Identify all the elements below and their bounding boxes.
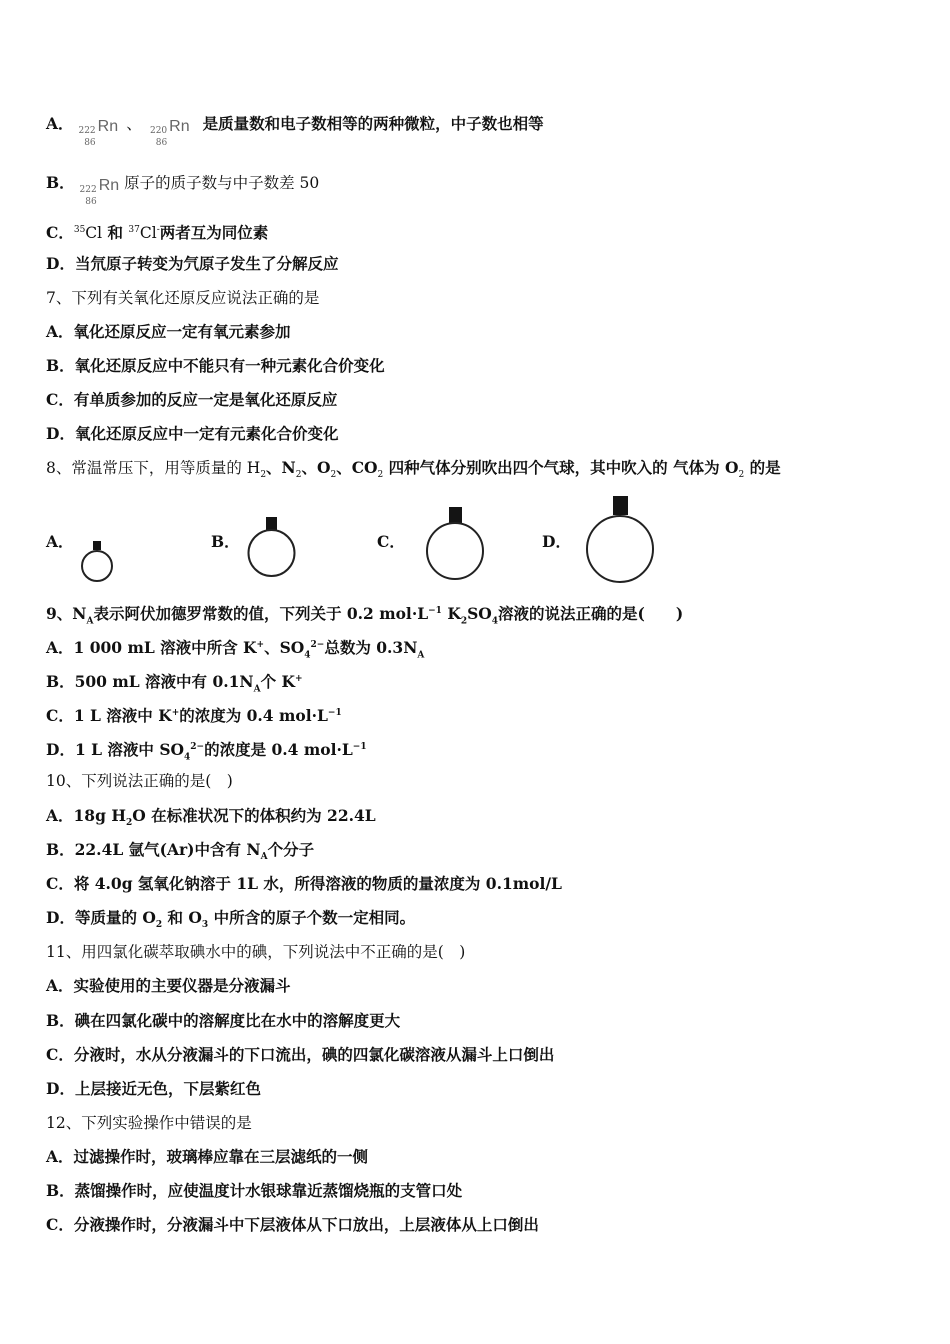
q10-option-b xyxy=(46,840,314,867)
balloon-body xyxy=(587,516,653,582)
q9-option-b xyxy=(46,669,302,699)
superscript: 2− xyxy=(310,640,325,650)
superscript: −1 xyxy=(352,742,367,752)
text: 总数为 0.3N xyxy=(324,638,418,658)
isotope-number: 86 xyxy=(84,138,96,148)
mass-number: 37 xyxy=(128,225,140,235)
q8-option-b-label: B． xyxy=(211,532,240,551)
superscript: −1 xyxy=(327,708,342,718)
isotope-number: 86 xyxy=(85,197,97,207)
isotope-symbol: Rn xyxy=(169,118,190,135)
text: B．500 mL 溶液中有 0.1N xyxy=(46,672,254,692)
text: 个分子 xyxy=(267,840,315,859)
subscript: A xyxy=(417,650,425,661)
charge: - xyxy=(156,225,160,235)
text: 溶液的说法正确的是( ) xyxy=(498,604,684,624)
radon-222-isotope xyxy=(78,118,119,149)
text: B．22.4L 氩气(Ar)中含有 N xyxy=(46,840,261,859)
text: 、SO xyxy=(264,638,305,658)
q8-stem xyxy=(46,458,781,485)
q7-option-c: C．有单质参加的反应一定是氧化还原反应 xyxy=(46,390,338,409)
text: SO xyxy=(467,604,492,624)
superscript: + xyxy=(171,708,180,718)
element-symbol: Cl xyxy=(139,224,157,243)
text: A．1 000 mL 溶液中所含 K xyxy=(46,638,257,658)
text: 的是 xyxy=(744,458,781,477)
subscript: 2 xyxy=(738,470,745,481)
subscript: A xyxy=(260,852,268,863)
text: 中所含的原子个数一定相同。 xyxy=(208,908,416,927)
q10-option-c: C．将 4.0g 氢氧化钠溶于 1L 水，所得溶液的物质的量浓度为 0.1mol/L xyxy=(46,874,562,893)
separator: 、 xyxy=(126,115,142,133)
subscript: 3 xyxy=(201,920,209,931)
q6-b-label: B． xyxy=(46,173,75,192)
q7-option-d: D．氧化还原反应中一定有元素化合价变化 xyxy=(46,424,339,443)
q11-stem: 11、用四氯化碳萃取碘水中的碘，下列说法中不正确的是( ) xyxy=(46,943,466,961)
balloon-largest xyxy=(584,495,658,587)
q11-option-a: A．实验使用的主要仪器是分液漏斗 xyxy=(46,976,291,995)
balloon-small xyxy=(80,540,116,586)
q12-option-a: A．过滤操作时，玻璃棒应靠在三层滤纸的一侧 xyxy=(46,1147,369,1166)
element-symbol: Cl xyxy=(85,224,103,243)
text: 四种气体分别吹出四个气球，其中吹入的 气体为 O xyxy=(383,458,739,477)
subscript: 2 xyxy=(260,470,267,481)
text: 和 O xyxy=(162,908,202,927)
text: O 在标准状况下的体积约为 22.4L xyxy=(132,806,376,825)
q11-option-d: D．上层接近无色，下层紫红色 xyxy=(46,1079,261,1098)
text: 、O xyxy=(301,458,331,477)
q7-option-a: A．氧化还原反应一定有氧元素参加 xyxy=(46,322,291,341)
q6-option-d: D．当氘原子转变为氕原子发生了分解反应 xyxy=(46,254,339,273)
q10-option-a xyxy=(46,806,376,833)
isotope-symbol: Rn xyxy=(98,177,120,194)
q6-option-a xyxy=(46,114,544,149)
q7-stem: 7、下列有关氧化还原反应说法正确的是 xyxy=(46,289,320,307)
subscript: 2 xyxy=(125,818,133,829)
q6-c-label: C． xyxy=(46,223,74,243)
q10-option-d xyxy=(46,908,415,935)
radon-222-isotope xyxy=(79,177,120,208)
q12-option-b: B．蒸馏操作时，应使温度计水银球靠近蒸馏烧瓶的支管口处 xyxy=(46,1181,463,1200)
isotope-mass: 222 xyxy=(79,185,97,195)
balloon-body xyxy=(249,530,295,576)
q6-a-label: A． xyxy=(46,114,74,133)
subscript: 2 xyxy=(330,470,337,481)
text: 表示阿伏加德罗常数的值，下列关于 0.2 mol·L xyxy=(93,604,429,624)
subscript: 2 xyxy=(295,470,302,481)
mass-number: 35 xyxy=(73,225,86,235)
superscript: 2− xyxy=(190,742,205,752)
superscript: + xyxy=(294,674,303,684)
conjunction: 和 xyxy=(102,223,129,243)
q6-option-c xyxy=(46,220,268,243)
q6-b-text: 原子的质子数与中子数差 50 xyxy=(124,174,320,192)
balloon-knot xyxy=(266,517,277,530)
text: A．18g H xyxy=(46,806,126,825)
subscript: 2 xyxy=(155,920,163,931)
isotope-symbol: Rn xyxy=(97,118,119,135)
text: 的浓度为 0.4 mol·L xyxy=(179,706,328,726)
text: D．等质量的 O xyxy=(46,908,156,927)
q8-option-d-label: D． xyxy=(542,532,571,551)
balloon-knot xyxy=(449,507,462,523)
balloon-body xyxy=(82,551,112,581)
isotope-number: 86 xyxy=(155,138,168,148)
text: D．1 L 溶液中 SO xyxy=(46,740,185,760)
subscript: 4 xyxy=(184,752,191,763)
q11-option-c: C．分液时，水从分液漏斗的下口流出，碘的四氯化碳溶液从漏斗上口倒出 xyxy=(46,1045,555,1064)
superscript: + xyxy=(256,640,265,650)
text: 的浓度是 0.4 mol·L xyxy=(204,740,353,760)
text: 8、常温常压下，用等质量的 H xyxy=(46,459,261,477)
subscript: 4 xyxy=(491,616,499,627)
balloon-knot xyxy=(613,496,628,515)
q7-option-b: B．氧化还原反应中不能只有一种元素化合价变化 xyxy=(46,356,385,375)
q12-stem: 12、下列实验操作中错误的是 xyxy=(46,1114,252,1132)
subscript: 2 xyxy=(460,616,468,627)
text: 、N xyxy=(266,458,296,477)
q9-option-a xyxy=(46,635,424,665)
subscript: A xyxy=(253,684,261,695)
subscript: 2 xyxy=(377,470,384,481)
isotope-mass: 222 xyxy=(78,126,96,136)
q10-stem: 10、下列说法正确的是( ) xyxy=(46,772,233,790)
balloon-knot xyxy=(93,541,101,550)
q6-option-b xyxy=(46,173,319,208)
q6-a-text: 是质量数和电子数相等的两种微粒，中子数也相等 xyxy=(202,114,544,133)
isotope-mass: 220 xyxy=(149,126,168,136)
balloon-body xyxy=(427,523,483,579)
balloon-large xyxy=(424,506,488,582)
superscript: −1 xyxy=(428,606,442,616)
q9-option-d xyxy=(46,737,367,767)
subscript: 4 xyxy=(304,650,311,661)
q11-option-b: B．碘在四氯化碳中的溶解度比在水中的溶解度更大 xyxy=(46,1011,401,1030)
text: K xyxy=(441,604,461,624)
radon-220-isotope xyxy=(149,118,190,149)
q8-option-a-label: A． xyxy=(46,532,74,551)
text: 、CO xyxy=(336,458,378,477)
text: 个 K xyxy=(260,672,295,692)
balloon-medium xyxy=(246,516,298,582)
q9-stem xyxy=(46,601,683,631)
q6-c-text: 两者互为同位素 xyxy=(159,223,269,243)
text: 9、N xyxy=(46,604,87,624)
q8-option-c-label: C． xyxy=(377,532,405,551)
q12-option-c: C．分液操作时，分液漏斗中下层液体从下口放出，上层液体从上口倒出 xyxy=(46,1215,539,1234)
text: C．1 L 溶液中 K xyxy=(46,706,172,726)
subscript: A xyxy=(86,616,94,627)
q9-option-c xyxy=(46,703,342,726)
